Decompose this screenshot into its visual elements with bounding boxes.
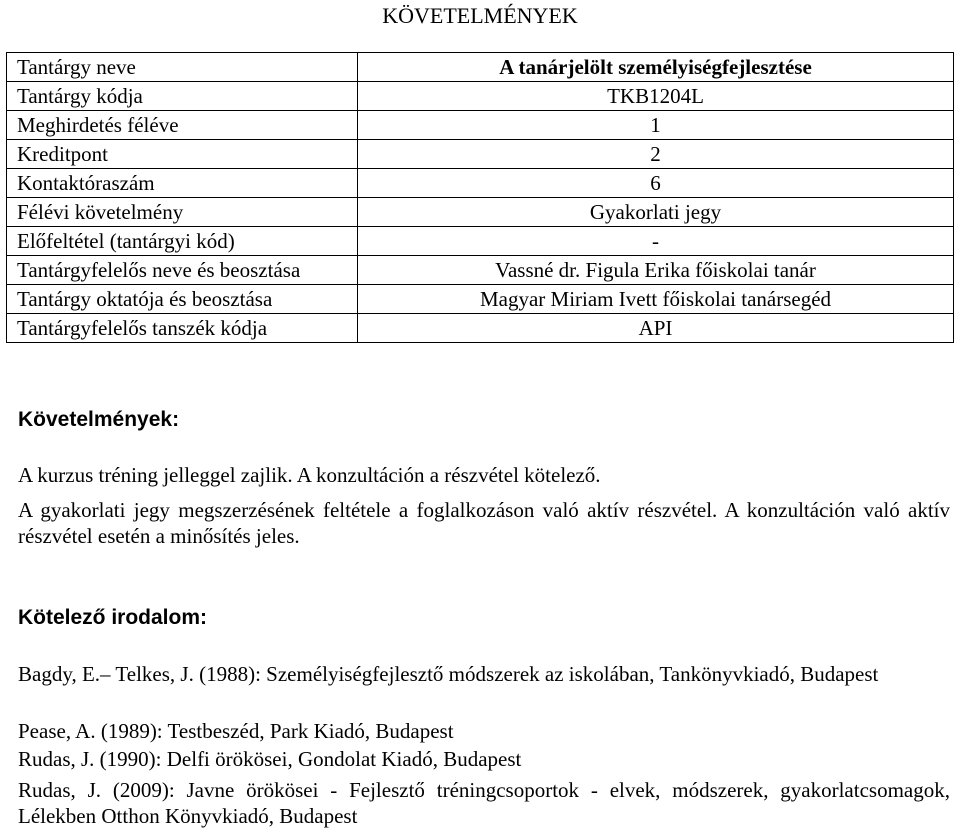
table-row <box>7 227 954 256</box>
row-label: Meghirdetés féléve <box>7 111 358 140</box>
course-info-table <box>6 52 954 343</box>
table-row <box>7 198 954 227</box>
row-value: 1 <box>358 111 954 140</box>
requirements-line-1: A kurzus tréning jelleggel zajlik. A konzultáción a részvétel kötelező. <box>18 463 601 487</box>
literature-heading: Kötelező irodalom: <box>18 606 208 629</box>
literature-item: Bagdy, E.– Telkes, J. (1988): Személyiségfejlesztő módszerek az iskolában, Tankönyvkiadó, Budapest <box>18 662 879 686</box>
row-value: 6 <box>358 169 954 198</box>
row-value: - <box>358 227 954 256</box>
table-row <box>7 111 954 140</box>
row-value: A tanárjelölt személyiségfejlesztése <box>358 53 954 82</box>
literature-item: Pease, A. (1989): Testbeszéd, Park Kiadó, Budapest <box>18 719 454 743</box>
requirements-heading: Követelmények: <box>18 408 180 431</box>
row-value: Gyakorlati jegy <box>358 198 954 227</box>
literature-item: Rudas, J. (2009): Javne örökösei - Fejlesztő tréningcsoportok - elvek, módszerek, gyakorlatcsomagok, Lélekben Otthon Könyvkiadó, Budapest <box>18 778 950 828</box>
table-row <box>7 169 954 198</box>
row-label: Tantárgy kódja <box>7 82 358 111</box>
row-label: Félévi követelmény <box>7 198 358 227</box>
row-value: TKB1204L <box>358 82 954 111</box>
row-label: Tantárgyfelelős neve és beosztása <box>7 256 358 285</box>
row-label: Kontaktóraszám <box>7 169 358 198</box>
table-row <box>7 82 954 111</box>
literature-item: Rudas, J. (1990): Delfi örökösei, Gondolat Kiadó, Budapest <box>18 747 522 771</box>
table-row <box>7 53 954 82</box>
table-row <box>7 314 954 343</box>
requirements-line-2: A gyakorlati jegy megszerzésének feltétele a foglalkozáson való aktív részvétel. A konzultáción való aktív részvétel esetén a minősítés jeles. <box>18 498 950 548</box>
row-value: 2 <box>358 140 954 169</box>
row-value: Vassné dr. Figula Erika főiskolai tanár <box>358 256 954 285</box>
row-label: Tantárgy neve <box>7 53 358 82</box>
row-value: Magyar Miriam Ivett főiskolai tanársegéd <box>358 285 954 314</box>
table-row <box>7 285 954 314</box>
row-value: API <box>358 314 954 343</box>
row-label: Kreditpont <box>7 140 358 169</box>
document-title: KÖVETELMÉNYEK <box>382 3 578 28</box>
row-label: Tantárgyfelelős tanszék kódja <box>7 314 358 343</box>
table-row <box>7 140 954 169</box>
row-label: Előfeltétel (tantárgyi kód) <box>7 227 358 256</box>
table-row <box>7 256 954 285</box>
row-label: Tantárgy oktatója és beosztása <box>7 285 358 314</box>
